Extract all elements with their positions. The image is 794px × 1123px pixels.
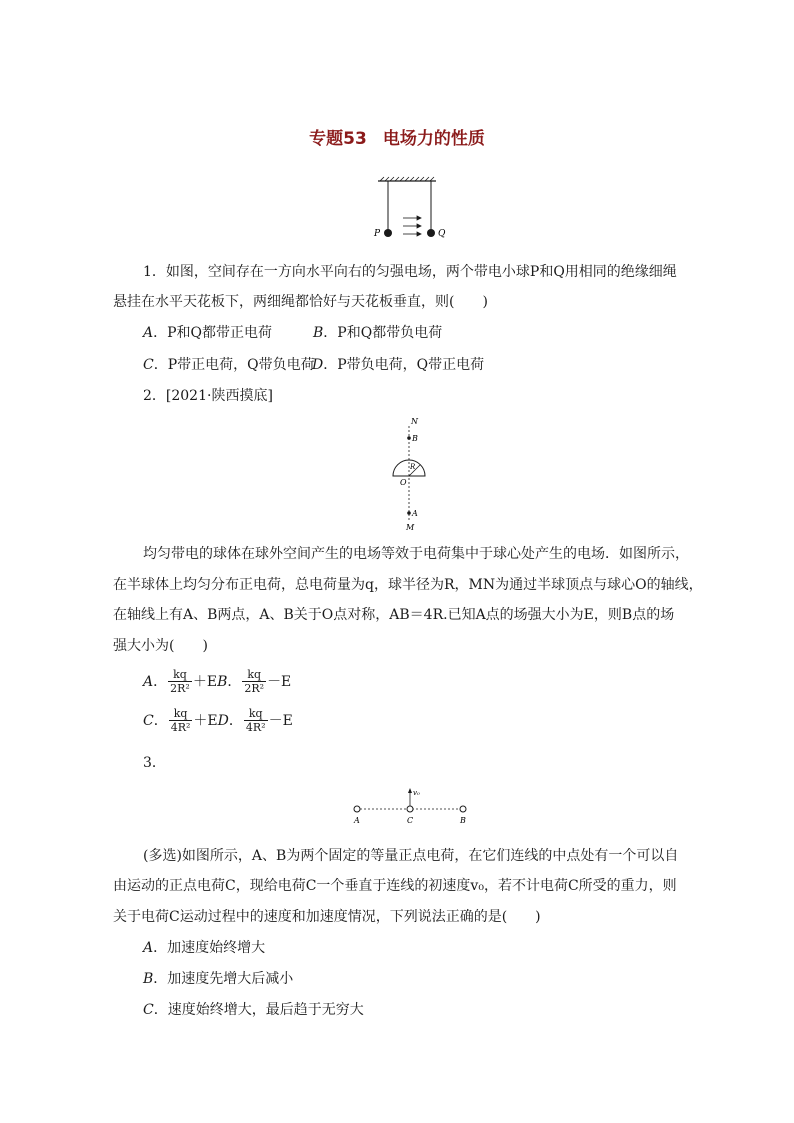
q2-figure — [380, 414, 444, 532]
q1-option-b[interactable]: B．P和Q都带负电荷 — [313, 325, 443, 341]
field-arrows — [403, 216, 421, 236]
label-q: Q — [438, 229, 446, 239]
q3-option-b[interactable]: B．加速度先增大后减小 — [143, 971, 294, 987]
q2-option-d[interactable]: D． $\frac{kq}{\text{4R²}}$ －E — [217, 707, 293, 734]
q1-line-2: 悬挂在水平天花板下，两细绳都恰好与天花板垂直，则( ) — [113, 294, 488, 310]
label-m: M — [406, 523, 415, 532]
q3-option-c[interactable]: C．速度始终增大，最后趋于无穷大 — [143, 1002, 364, 1018]
q2-options-cd — [143, 707, 293, 734]
q3-header: 3． — [143, 755, 166, 771]
q3-option-a[interactable]: A．加速度始终增大 — [143, 940, 266, 956]
q2-line-2: 在半球体上均匀分布正电荷，总电荷量为q，球半径为R，MN为通过半球顶点与球心O的轴线， — [113, 577, 703, 593]
q2-option-a[interactable]: A． $\frac{kq}{\text{2R²}}$ ＋E — [143, 668, 218, 695]
label-a: A — [354, 816, 360, 825]
label-r: R — [410, 463, 416, 471]
ball-q — [427, 229, 435, 237]
charge-b — [460, 806, 466, 812]
fraction: $\frac{kq}{\text{2R²}}$ — [244, 668, 265, 695]
q3-figure — [346, 784, 474, 826]
charge-a — [354, 806, 360, 812]
q1-option-a[interactable]: A．P和Q都带正电荷 — [143, 325, 273, 341]
q2-header: 2．[2021·陕西摸底] — [143, 388, 273, 404]
fraction: $\frac{kq}{\text{4R²}}$ — [245, 707, 266, 734]
charge-c — [407, 806, 413, 812]
label-b: B — [460, 816, 466, 825]
q2-line-1: 均匀带电的球体在球外空间产生的电场等效于电荷集中于球心处产生的电场．如图所示， — [143, 546, 689, 562]
label-n: N — [411, 417, 418, 426]
topic-code: 专题53 — [309, 129, 367, 149]
q2-line-3: 在轴线上有A、B两点，A、B关于O点对称，AB＝4R.已知A点的场强大小为E，则B点的场 — [113, 607, 675, 623]
q2-option-c[interactable]: C． $\frac{kq}{\text{4R²}}$ ＋E — [143, 707, 218, 734]
label-c: C — [407, 816, 414, 825]
q2-line-4: 强大小为( ) — [113, 638, 208, 654]
q3-line-3: 关于电荷C运动过程中的速度和加速度情况，下列说法正确的是( ) — [113, 909, 541, 925]
label-v0: v₀ — [413, 789, 420, 797]
q3-line-2: 由运动的正点电荷C，现给电荷C一个垂直于连线的初速度v₀，若不计电荷C所受的重力，则 — [113, 878, 677, 894]
label-p: P — [374, 229, 381, 239]
q3-line-1: (多选)如图所示，A、B为两个固定的等量正点电荷，在它们连线的中点处有一个可以自 — [143, 848, 679, 864]
q2-options-ab — [143, 668, 291, 695]
fraction: $\frac{kq}{\text{2R²}}$ — [170, 668, 190, 695]
q2-option-b[interactable]: B． $\frac{kq}{\text{2R²}}$ －E — [217, 668, 292, 695]
q1-option-c[interactable]: C．P带正电荷，Q带负电荷 — [143, 357, 315, 373]
label-a: A — [412, 509, 418, 518]
q1-line-1: 1．如图，空间存在一方向水平向右的匀强电场，两个带电小球P和Q用相同的绝缘细绳 — [143, 264, 677, 280]
ball-p — [384, 229, 392, 237]
label-b: B — [412, 434, 418, 443]
q1-option-d[interactable]: D．P带负电荷，Q带正电荷 — [312, 357, 485, 373]
q1-figure — [360, 176, 450, 242]
point-b — [407, 436, 411, 440]
fraction: $\frac{kq}{\text{4R²}}$ — [170, 707, 191, 734]
page-title — [0, 124, 794, 149]
label-o: O — [400, 478, 407, 487]
topic-name: 电场力的性质 — [382, 129, 485, 149]
point-a — [407, 511, 411, 515]
